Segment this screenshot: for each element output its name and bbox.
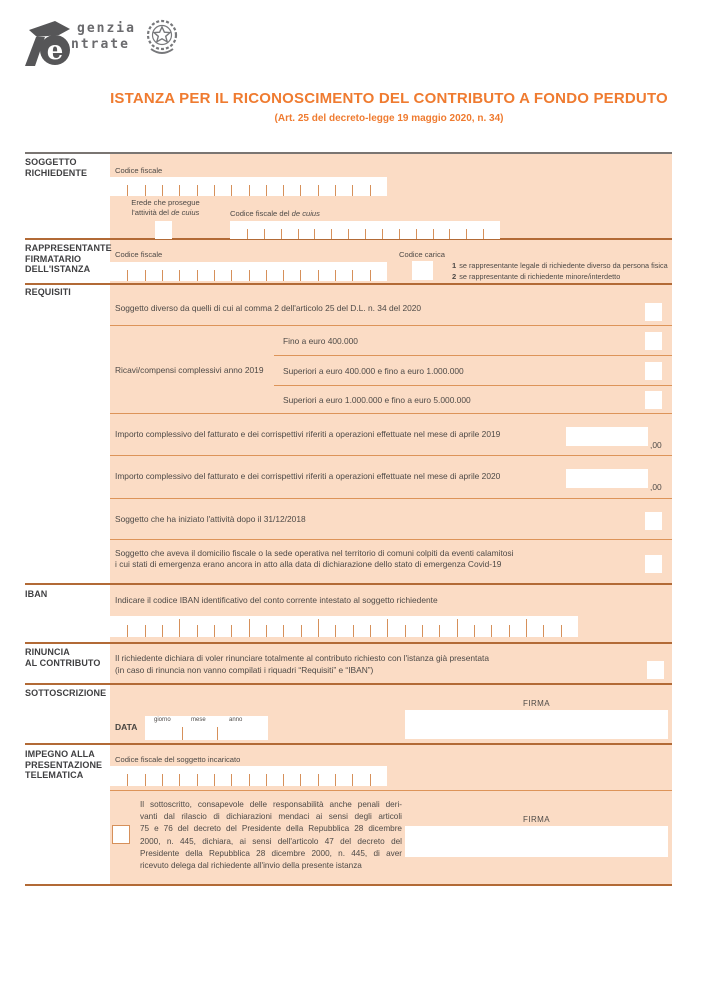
comb-cell[interactable]	[474, 616, 491, 637]
comb-cell[interactable]	[197, 177, 214, 196]
ricavi-option-3-checkbox[interactable]	[645, 391, 662, 409]
comb-cell[interactable]	[300, 177, 317, 196]
comb-cell[interactable]	[352, 177, 369, 196]
section-label-iban: IBAN	[25, 589, 48, 599]
delega-checkbox[interactable]	[112, 825, 130, 844]
logo-text-line2: ntrate	[71, 37, 130, 52]
comb-cell[interactable]	[127, 616, 144, 637]
erede-label: Erede che prosegue l'attività del de cuius	[131, 198, 200, 217]
comb-cell[interactable]	[422, 616, 439, 637]
rappresentante-cf-field[interactable]	[110, 262, 387, 281]
comb-cell[interactable]	[264, 221, 281, 239]
ricavi-label: Ricavi/compensi complessivi anno 2019	[115, 365, 264, 375]
row-divider	[110, 498, 672, 499]
date-mese-label: mese	[191, 717, 206, 723]
comb-cell[interactable]	[179, 177, 196, 196]
comb-cell[interactable]	[526, 616, 543, 637]
iban-field[interactable]	[110, 616, 578, 637]
codice-carica-legend-2: 2 se rappresentante di richiedente minore/interdetto	[452, 272, 621, 281]
requisito-soggetto-diverso-text: Soggetto diverso da quelli di cui al comma 2 dell'articolo 25 del D.L. n. 34 del 2020	[115, 303, 422, 313]
comb-cell[interactable]	[370, 177, 387, 196]
comb-cell[interactable]	[353, 616, 370, 637]
form-subtitle: (Art. 25 del decreto-legge 19 maggio 2020, n. 34)	[274, 113, 504, 124]
erede-checkbox[interactable]	[155, 221, 172, 239]
fatturato-2020-text: Importo complessivo del fatturato e dei corrispettivi riferiti a operazioni effettuate nel mese di aprile 2020	[115, 471, 501, 481]
comb-cell[interactable]	[110, 616, 127, 637]
comb-cell[interactable]	[179, 766, 196, 786]
comb-cell[interactable]	[230, 221, 247, 239]
fatturato-2020-decimal-suffix: ,00	[650, 482, 662, 492]
ricavi-option-3-text: Superiori a euro 1.000.000 e fino a euro 5.000.000	[283, 395, 471, 405]
comb-cell[interactable]	[127, 766, 144, 786]
agenzia-entrate-logo	[25, 16, 175, 66]
comb-cell[interactable]	[214, 262, 231, 281]
comb-cell[interactable]	[352, 262, 369, 281]
comb-cell[interactable]	[145, 616, 162, 637]
comb-cell[interactable]	[318, 616, 335, 637]
comb-cell[interactable]	[335, 766, 352, 786]
comb-cell[interactable]	[543, 616, 560, 637]
firma-label: FIRMA	[523, 699, 550, 708]
section-divider	[25, 683, 672, 685]
section-label-impegno: IMPEGNO ALLA PRESENTAZIONE TELEMATICA	[25, 749, 103, 780]
comb-cell[interactable]	[283, 616, 300, 637]
comb-cell[interactable]	[335, 616, 352, 637]
calamita-checkbox[interactable]	[645, 555, 662, 573]
ricavi-option-1-checkbox[interactable]	[645, 332, 662, 350]
comb-cell[interactable]	[145, 262, 162, 281]
comb-cell[interactable]	[247, 221, 264, 239]
comb-cell[interactable]	[110, 262, 127, 281]
comb-cell[interactable]	[214, 177, 231, 196]
comb-cell[interactable]	[179, 262, 196, 281]
date-tick	[182, 727, 183, 740]
comb-cell[interactable]	[283, 766, 300, 786]
comb-cell[interactable]	[179, 616, 196, 637]
impegno-cf-label: Codice fiscale del soggetto incaricato	[115, 755, 241, 764]
comb-cell[interactable]	[162, 766, 179, 786]
comb-cell[interactable]	[491, 616, 508, 637]
section-divider	[25, 283, 672, 285]
svg-text:e: e	[46, 36, 64, 66]
section-divider	[25, 743, 672, 745]
comb-cell[interactable]	[266, 177, 283, 196]
comb-cell[interactable]	[249, 766, 266, 786]
comb-cell[interactable]	[145, 177, 162, 196]
rappresentante-cf-label: Codice fiscale	[115, 250, 163, 259]
impegno-cf-field[interactable]	[110, 766, 387, 786]
date-tick	[217, 727, 218, 740]
comb-cell[interactable]	[110, 766, 127, 786]
comb-cell[interactable]	[399, 221, 416, 239]
firma-field[interactable]	[405, 710, 668, 739]
rinuncia-checkbox[interactable]	[647, 661, 664, 679]
comb-cell[interactable]	[162, 616, 179, 637]
comb-cell[interactable]	[416, 221, 433, 239]
comb-cell[interactable]	[249, 177, 266, 196]
section-label-rinuncia: RINUNCIA AL CONTRIBUTO	[25, 647, 101, 668]
comb-cell[interactable]	[197, 616, 214, 637]
fatturato-2020-amount-field[interactable]	[566, 469, 648, 488]
comb-cell[interactable]	[266, 616, 283, 637]
row-divider	[110, 539, 672, 540]
comb-cell[interactable]	[335, 262, 352, 281]
codice-fiscale-field[interactable]	[110, 177, 387, 196]
comb-cell[interactable]	[281, 221, 298, 239]
ricavi-option-2-text: Superiori a euro 400.000 e fino a euro 1.000.000	[283, 366, 464, 376]
codice-fiscale-de-cuius-label: Codice fiscale del de cuius	[230, 209, 320, 218]
comb-cell[interactable]	[352, 766, 369, 786]
calamita-text: Soggetto che aveva il domicilio fiscale o la sede operativa nel territorio di comuni colpiti da eventi calamitosi i cui stati di emergenza erano ancora in atto alla data di dichiarazione dello stato di emergenza Covid-19	[115, 548, 514, 569]
impegno-firma-label: FIRMA	[523, 815, 550, 824]
rinuncia-text: Il richiedente dichiara di voler rinunciare totalmente al contributo richiesto con l'istanza già presentata (in caso di rinuncia non vanno compilati i riquadri “Requisiti” e “IBAN”)	[115, 653, 490, 675]
ricavi-option-2-checkbox[interactable]	[645, 362, 662, 380]
comb-cell[interactable]	[483, 221, 500, 239]
comb-cell[interactable]	[370, 766, 387, 786]
comb-cell[interactable]	[331, 221, 348, 239]
fatturato-2019-decimal-suffix: ,00	[650, 440, 662, 450]
date-anno-label: anno	[229, 717, 243, 723]
fatturato-2019-amount-field[interactable]	[566, 427, 648, 446]
comb-cell[interactable]	[300, 262, 317, 281]
comb-cell[interactable]	[365, 221, 382, 239]
delega-dichiarazione-text: Il sottoscritto, consapevole delle responsabilità anche penali deri- vanti dal rilascio di dichiarazioni mendaci ai sensi degli articoli 75 e 76 del decreto del Presidente della Repubblica 28 dicembre 2000, n. 445, dichiara, ai sensi dell'articolo 47 del decreto del Presidente della Repubblica 28 dicembre 2000, n. 445, di aver ricevuto delega dal richiedente all'invio della presente istanza	[140, 800, 402, 871]
comb-cell[interactable]	[127, 262, 144, 281]
comb-cell[interactable]	[214, 766, 231, 786]
comb-cell[interactable]	[405, 616, 422, 637]
comb-cell[interactable]	[318, 177, 335, 196]
codice-carica-field[interactable]	[412, 261, 433, 280]
comb-cell[interactable]	[318, 262, 335, 281]
comb-cell[interactable]	[439, 616, 456, 637]
section-label-rappresentante: RAPPRESENTANTE FIRMATARIO DELL'ISTANZA	[25, 243, 112, 274]
comb-cell[interactable]	[214, 616, 231, 637]
comb-cell[interactable]	[335, 177, 352, 196]
comb-cell[interactable]	[561, 616, 578, 637]
date-giorno-label: giorno	[154, 717, 171, 723]
comb-cell[interactable]	[249, 262, 266, 281]
comb-cell[interactable]	[162, 262, 179, 281]
logo-text-line1: genzia	[77, 21, 136, 36]
row-divider	[274, 355, 672, 356]
inizio-attivita-checkbox[interactable]	[645, 512, 662, 530]
italian-republic-emblem-icon	[143, 16, 181, 60]
section-divider	[25, 642, 672, 644]
data-label: DATA	[115, 722, 138, 732]
iban-instruction: Indicare il codice IBAN identificativo del conto corrente intestato al soggetto richiedente	[115, 595, 438, 605]
section-divider	[25, 583, 672, 585]
row-divider	[110, 325, 672, 326]
date-field[interactable]	[145, 716, 268, 740]
comb-cell[interactable]	[127, 177, 144, 196]
comb-cell[interactable]	[231, 262, 248, 281]
comb-cell[interactable]	[382, 221, 399, 239]
comb-cell[interactable]	[266, 262, 283, 281]
comb-cell[interactable]	[509, 616, 526, 637]
section-label-sottoscrizione: SOTTOSCRIZIONE	[25, 688, 107, 698]
comb-cell[interactable]	[449, 221, 466, 239]
comb-cell[interactable]	[301, 616, 318, 637]
row-divider	[110, 455, 672, 456]
impegno-firma-field[interactable]	[405, 826, 668, 857]
comb-cell[interactable]	[348, 221, 365, 239]
row-divider	[110, 790, 672, 791]
row-divider	[110, 413, 672, 414]
comb-cell[interactable]	[197, 766, 214, 786]
comb-cell[interactable]	[162, 177, 179, 196]
comb-cell[interactable]	[318, 766, 335, 786]
comb-cell[interactable]	[266, 766, 283, 786]
section-divider	[25, 884, 672, 886]
comb-cell[interactable]	[283, 177, 300, 196]
comb-cell[interactable]	[283, 262, 300, 281]
codice-carica-label: Codice carica	[399, 250, 446, 259]
fatturato-2019-text: Importo complessivo del fatturato e dei corrispettivi riferiti a operazioni effettuate nel mese di aprile 2019	[115, 429, 501, 439]
comb-cell[interactable]	[231, 766, 248, 786]
comb-cell[interactable]	[433, 221, 450, 239]
requisito-soggetto-diverso-checkbox[interactable]	[645, 303, 662, 321]
comb-cell[interactable]	[387, 616, 404, 637]
comb-cell[interactable]	[370, 262, 387, 281]
comb-cell[interactable]	[314, 221, 331, 239]
section-label-soggetto: SOGGETTO RICHIEDENTE	[25, 157, 88, 178]
section-divider	[25, 152, 672, 154]
comb-cell[interactable]	[370, 616, 387, 637]
codice-fiscale-de-cuius-field[interactable]	[230, 221, 500, 239]
comb-cell[interactable]	[231, 177, 248, 196]
comb-cell[interactable]	[298, 221, 315, 239]
comb-cell[interactable]	[231, 616, 248, 637]
row-divider	[274, 385, 672, 386]
codice-fiscale-label: Codice fiscale	[115, 166, 163, 175]
inizio-attivita-text: Soggetto che ha iniziato l'attività dopo il 31/12/2018	[115, 514, 306, 524]
comb-cell[interactable]	[457, 616, 474, 637]
codice-carica-legend-1: 1 se rappresentante legale di richiedente diverso da persona fisica	[452, 261, 668, 270]
form-title: ISTANZA PER IL RICONOSCIMENTO DEL CONTRIBUTO A FONDO PERDUTO	[110, 90, 668, 107]
section-label-requisiti: REQUISITI	[25, 287, 71, 297]
comb-cell[interactable]	[110, 177, 127, 196]
comb-cell[interactable]	[249, 616, 266, 637]
ricavi-option-1-text: Fino a euro 400.000	[283, 336, 358, 346]
comb-cell[interactable]	[197, 262, 214, 281]
comb-cell[interactable]	[466, 221, 483, 239]
comb-cell[interactable]	[145, 766, 162, 786]
comb-cell[interactable]	[300, 766, 317, 786]
